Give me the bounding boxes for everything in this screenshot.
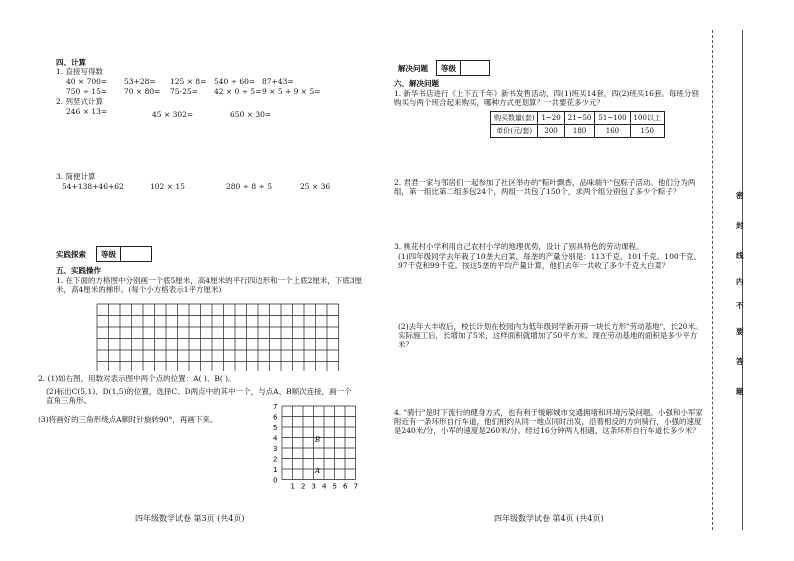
binding-char: 不 <box>736 301 744 310</box>
solve-q3-2: (2)去年大丰收后，校长计划在校园内为低年级同学新开辟一块长方形"劳动基地"，长20米。实际施工后，长增加了5米，这样面积就增加了50平方米。现在劳动基地的面积是多少平方米？ <box>398 322 703 349</box>
right-footer: 四年级数学试卷 第4页 (共4页) <box>494 514 604 523</box>
y-tick-label: 4 <box>273 434 278 443</box>
y-tick-label: 0 <box>273 476 278 485</box>
oral-item: 9 × 5 + 9 × 5= <box>262 87 321 96</box>
oral-item: 125 × 8= <box>170 77 207 86</box>
practice-q1: 1. 在下面的方格图中分别画一个底5厘米，高4厘米的平行四边形和一个上底2厘米，下底3厘米，高4厘米的梯形。(每个小方格表示1平方厘米) <box>56 276 363 294</box>
section-4-title: 四、计算 <box>56 58 86 67</box>
q2-label: 2. 列竖式计算 <box>56 97 104 106</box>
binding-char: 答 <box>736 357 744 366</box>
table-cell: 购买数量(套) <box>491 112 538 125</box>
binding-char: 封 <box>736 221 744 230</box>
grade-label: 等级 <box>437 61 461 75</box>
x-tick-label: 5 <box>332 482 337 491</box>
table-cell: 21~50 <box>564 112 595 125</box>
simplify-item: 25 × 36 <box>300 182 331 191</box>
vertical-item: 45 × 302= <box>152 110 194 119</box>
y-tick-label: 3 <box>273 445 278 453</box>
binding-char: 题 <box>736 387 744 396</box>
solve-header: 解决问题 <box>398 64 428 73</box>
table-row <box>491 112 665 125</box>
x-tick-label: 3 <box>311 482 316 491</box>
table-cell: 150 <box>630 125 664 138</box>
practice-q2-1: 2. (1)如右图，用数对表示图中两个点的位置：A( )、B( )。 <box>38 374 236 383</box>
x-tick-label: 1 <box>290 482 295 491</box>
table-cell: 100以上 <box>630 112 664 125</box>
section-5-title: 五、实践操作 <box>56 266 101 275</box>
point-b-label: B <box>315 436 321 444</box>
simplify-item: 102 × 15 <box>150 182 185 191</box>
x-tick-label: 7 <box>353 482 358 491</box>
grade-label: 等级 <box>97 247 121 261</box>
table-cell: 51~100 <box>595 112 630 125</box>
y-tick-label: 1 <box>273 466 278 474</box>
y-tick-label: 2 <box>273 455 278 464</box>
practice-q2-3: (3)将画好的三角形绕点A顺时针旋转90°，再画下来。 <box>38 415 218 424</box>
price-table <box>490 111 665 138</box>
oral-item: 87+43= <box>262 77 294 86</box>
oral-item: 70 × 80= <box>124 87 161 96</box>
solve-q3-1: (1)四年级同学去年栽了10垄大白菜，每垄的产量分别是：113千克、101千克、100千克、97千克和99千克。按这5垄的平均产量计算，他们去年一共收了多少千克大白菜？ <box>398 252 702 270</box>
solve-q3: 3. 桃花村小学利用自己农村小学的地理优势，设计了别具特色的劳动课程。 <box>394 242 644 251</box>
solve-q2: 2. 君君一家与邻居们一起参加了社区举办的"粽叶飘香，品味端午"包粽子活动。他们分为两组，第一组比第二组多包24个，两组一共包了150个，求两个组分别包了多少个粽子？ <box>394 178 696 196</box>
oral-item: 53+28= <box>124 77 156 86</box>
q3-label: 3. 简便计算 <box>56 172 96 181</box>
grade-box <box>436 60 490 76</box>
section-6-title: 六、解决问题 <box>394 79 439 88</box>
table-cell: 160 <box>595 125 630 138</box>
oral-item: 42 × 0 ÷ 5= <box>214 87 262 96</box>
binding-char: 要 <box>736 327 744 336</box>
point-a-label: A <box>315 467 321 475</box>
y-tick-label: 5 <box>273 424 278 432</box>
left-footer: 四年级数学试卷 第3页 (共4页) <box>135 514 245 523</box>
oral-item: 40 × 700= <box>66 77 108 86</box>
solve-q1: 1. 新华书店进行《上下五千年》新书发售活动，四(1)班买14套，四(2)班买16套。每班分别购买与两个班合起来购买，哪种方式更划算？一共要花多少元？ <box>394 89 699 107</box>
table-row <box>491 125 665 138</box>
simplify-item: 280 ÷ 8 ÷ 5 <box>226 182 272 191</box>
binding-char: 密 <box>736 191 744 200</box>
vertical-item: 650 × 30= <box>230 110 272 119</box>
practice-header: 实践探索 <box>56 250 86 259</box>
coordinate-grid <box>270 402 362 504</box>
q1-label: 1. 直接写得数 <box>56 67 104 76</box>
table-cell: 单价(元/套) <box>491 125 538 138</box>
grade-box <box>96 246 152 262</box>
binding-line-outer <box>712 30 713 530</box>
oral-item: 75-25= <box>170 87 198 96</box>
table-cell: 180 <box>564 125 595 138</box>
binding-char: 内 <box>736 277 744 286</box>
solve-q4: 4. "骑行"是时下流行的健身方式，也有利于缓解城市交通拥堵和环境污染问题。小强和小军家附近有一条环形自行车道，他们相约从同一地点同时出发，沿着相反的方向骑行，小强的速度是240米/分，小军的速度是260米/分。经过16分钟两人相遇，这条环形自行车道长多少米？ <box>394 408 703 435</box>
y-tick-label: 7 <box>273 403 278 411</box>
x-tick-label: 4 <box>322 482 327 491</box>
vertical-item: 246 × 13= <box>66 107 108 116</box>
square-grid <box>96 303 348 371</box>
table-cell: 1~20 <box>538 112 564 125</box>
simplify-item: 54+138+46+62 <box>62 182 124 191</box>
oral-item: 540 ÷ 60= <box>214 77 256 86</box>
x-tick-label: 2 <box>301 482 306 491</box>
binding-char: 线 <box>736 251 744 260</box>
oral-item: 750 ÷ 15= <box>66 87 108 96</box>
table-cell: 200 <box>538 125 564 138</box>
x-tick-label: 6 <box>343 482 348 491</box>
y-tick-label: 6 <box>273 413 278 422</box>
practice-q2-2: (2)标出C(5,1)、D(1,5)的位置，选择C、D两点中的其中一个，与点A、B顺次连接，画一个直角三角形。 <box>46 387 352 405</box>
